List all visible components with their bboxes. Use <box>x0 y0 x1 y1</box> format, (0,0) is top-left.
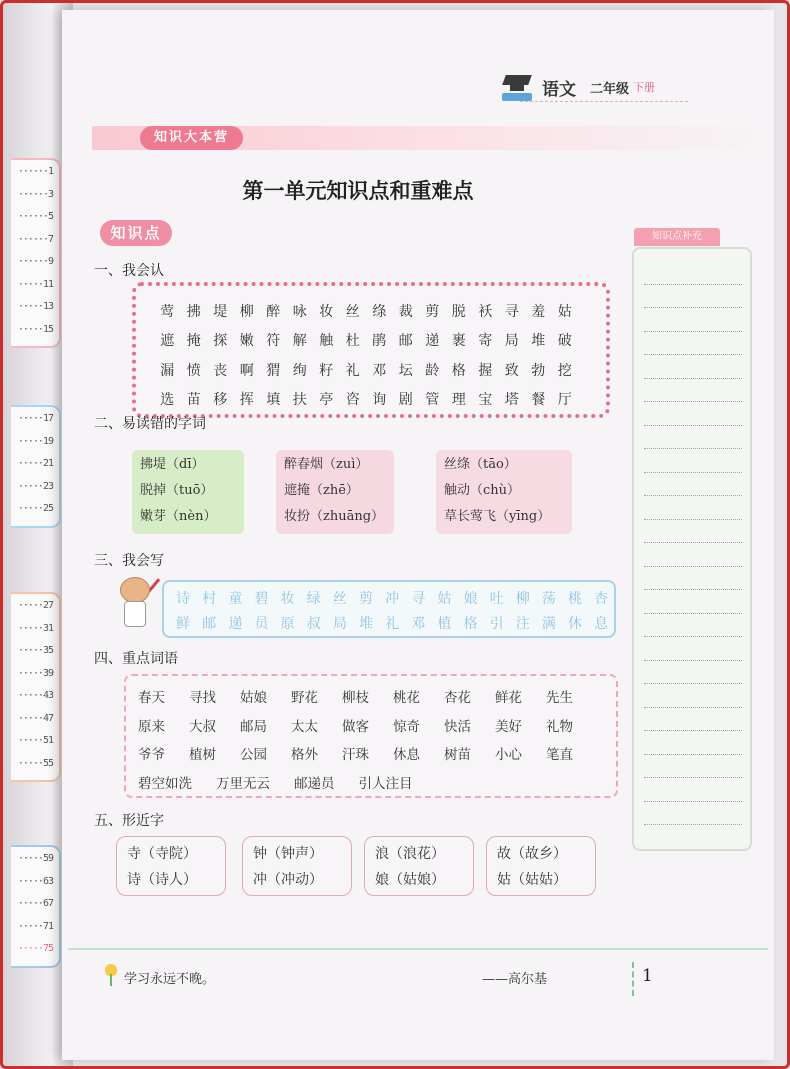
word-pinyin: 触动（chù） <box>444 483 521 498</box>
header-divider <box>520 101 688 102</box>
word-pinyin: 嫩芽（nèn） <box>140 509 217 524</box>
char-row: 鲜 邮 递 员 原 叔 局 堆 礼 邓 植 格 引 注 满 休 息 <box>176 615 609 632</box>
word-row: 原来 大叔 邮局 太太 做客 惊奇 快活 美好 礼物 <box>138 718 573 735</box>
knowledge-point-badge: 知识点 <box>100 220 172 246</box>
toc-entry: ·····39 <box>17 667 53 679</box>
char-row: 诗 村 童 碧 妆 绿 丝 剪 冲 寻 姑 娘 吐 柳 荡 桃 杏 <box>176 590 609 607</box>
toc-entry: ······3 <box>17 188 53 200</box>
term-label: 下册 <box>633 81 656 94</box>
section-heading-key-words: 四、重点词语 <box>94 651 178 667</box>
toc-entry: ·····13 <box>17 301 53 312</box>
toc-entry: ·····25 <box>17 503 53 514</box>
similar-char-card: 钟（钟声） 冲（冲动） <box>242 836 352 896</box>
toc-group-4 <box>11 845 61 968</box>
toc-group-3 <box>11 592 61 782</box>
toc-entry: ·····35 <box>17 645 53 656</box>
word-pinyin: 草长莺飞（yīng） <box>444 509 551 524</box>
char-row: 漏 愤 丧 啊 猬 绚 籽 礼 邓 坛 龄 格 握 致 勃 挖 <box>160 362 572 379</box>
toc-entry: ·····63 <box>17 875 53 887</box>
similar-char-card: 故（故乡） 姑（姑姑） <box>486 836 596 896</box>
word-row: 春天 寻找 姑娘 野花 柳枝 桃花 杏花 鲜花 先生 <box>138 690 573 707</box>
banner-label: 知识大本营 <box>140 126 243 150</box>
write-characters-box <box>162 580 616 638</box>
toc-entry: ·····71 <box>17 920 53 932</box>
toc-entry: ·····27 <box>17 600 53 611</box>
toc-entry: ·····47 <box>17 712 53 724</box>
toc-entry: ·····51 <box>17 735 53 746</box>
supplement-notes-panel <box>632 247 752 851</box>
misread-card-3 <box>436 450 572 534</box>
toc-entry: ·····55 <box>17 757 53 769</box>
toc-group-2 <box>11 405 61 528</box>
similar-char-card: 寺（寺院） 诗（诗人） <box>116 836 226 896</box>
char-row: 遮 掩 探 嫩 符 解 触 杜 鹃 邮 递 裹 寄 局 堆 破 <box>160 333 572 350</box>
page-header <box>498 72 655 102</box>
section-heading-misread: 二、易读错的字词 <box>94 416 206 432</box>
toc-entry: ·····23 <box>17 480 53 492</box>
bear-mascot-icon <box>110 575 166 641</box>
toc-entry: ·····31 <box>17 622 53 634</box>
section-heading-write: 三、我会写 <box>94 553 164 569</box>
toc-entry: ······9 <box>17 256 53 267</box>
footer-divider <box>68 948 768 950</box>
section-heading-similar-chars: 五、形近字 <box>94 813 164 829</box>
toc-entry: ·····67 <box>17 898 53 909</box>
section-heading-recognize: 一、我会认 <box>94 263 164 279</box>
toc-entry: ·····19 <box>17 435 53 447</box>
toc-entry: ······5 <box>17 211 53 222</box>
similar-char-card: 浪（浪花） 娘（姑娘） <box>364 836 474 896</box>
graduation-cap-icon <box>498 73 534 101</box>
toc-entry: ·····59 <box>17 853 53 864</box>
word-row: 碧空如洗 万里无云 邮递员 引人注目 <box>138 775 413 792</box>
page-number: 1 <box>642 966 653 986</box>
word-pinyin: 遮掩（zhē） <box>284 483 359 498</box>
workbook-page <box>62 10 774 1060</box>
word-pinyin: 妆扮（zhuāng） <box>284 509 385 524</box>
toc-entry: ·····21 <box>17 458 53 469</box>
word-pinyin: 拂堤（dī） <box>140 457 205 472</box>
toc-entry: ·····11 <box>17 278 53 290</box>
recognize-characters-box <box>132 282 610 418</box>
word-pinyin: 丝绦（tāo） <box>444 457 517 472</box>
supplement-tab: 知识点补充 <box>634 228 720 246</box>
toc-entry: ······1 <box>17 166 53 177</box>
footer-quote: 学习永远不晚。 <box>124 972 216 987</box>
subject-label: 语文 <box>542 79 576 100</box>
toc-entry: ·····15 <box>17 323 53 335</box>
footer-author: ——高尔基 <box>482 972 548 987</box>
misread-card-1 <box>132 450 244 534</box>
toc-entry: ······7 <box>17 233 53 245</box>
flower-icon <box>102 964 120 986</box>
grade-label: 二年级 <box>590 81 630 97</box>
word-pinyin: 醉春烟（zuì） <box>284 457 369 472</box>
word-row: 爷爷 植树 公园 格外 汗珠 休息 树苗 小心 笔直 <box>138 747 573 764</box>
toc-entry: ·····75 <box>17 943 53 954</box>
key-words-box <box>124 674 618 798</box>
char-row: 莺 拂 堤 柳 醉 咏 妆 丝 绦 裁 剪 脱 袄 寻 羞 姑 <box>160 303 572 320</box>
misread-card-2 <box>276 450 394 534</box>
toc-entry: ·····17 <box>17 413 53 424</box>
word-pinyin: 脱掉（tuō） <box>140 483 214 498</box>
char-row: 选 苗 移 挥 填 扶 亭 咨 询 剧 管 理 宝 塔 餐 厅 <box>160 392 572 409</box>
toc-entry: ·····43 <box>17 690 53 701</box>
page-number-divider <box>632 962 634 996</box>
page-title: 第一单元知识点和重难点 <box>242 178 474 203</box>
